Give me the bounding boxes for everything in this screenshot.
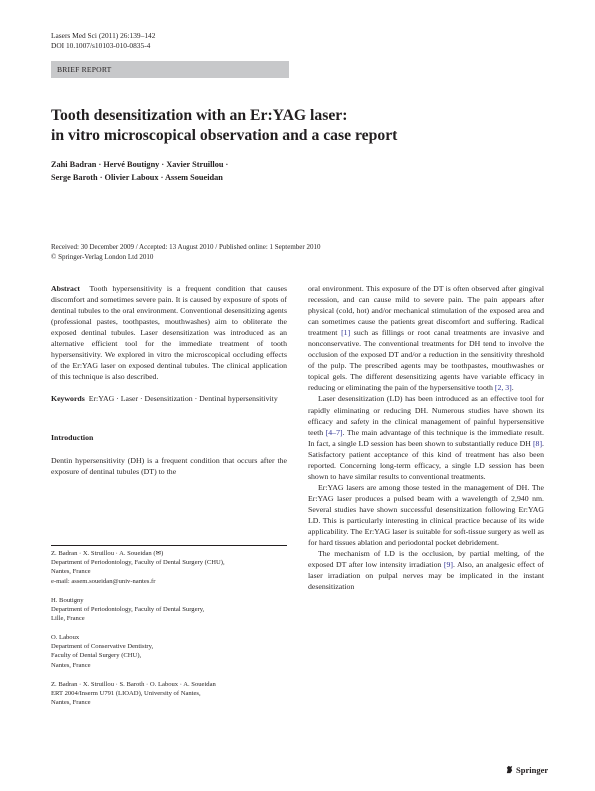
title-line-2: in vitro microscopical observation and a case report [51,127,398,144]
introduction-heading: Introduction [51,433,94,443]
keywords [51,393,287,404]
publisher-logo [505,765,548,775]
article-type-label: BRIEF REPORT [57,65,112,74]
affiliation-3 [51,633,287,670]
right-column [308,283,544,592]
citation-link[interactable]: [8] [532,438,543,448]
publication-dates [51,243,320,262]
body-text: oral environment. This exposure of the DT is often observed after gingival recession, and can cause mild to severe pain. The pain appears after physical (cold, hot) and/or mechanical stimulation of the exposed area and can sometimes cause the patients great discomfort and suffering. Radical treatment [308,284,544,338]
body-text: . [511,383,514,393]
affiliation-1 [51,549,287,586]
citation-link[interactable]: [4–7] [325,427,343,437]
affiliation-3-city: Nantes, France [51,661,91,669]
affiliation-3-dept2: Faculty of Dental Surgery (CHU), [51,652,142,660]
affiliation-4-names: Z. Badran · X. Struillou · S. Baroth · O. Laboux · A. Soueidan [51,681,216,688]
authors-line-2: Serge Baroth · Olivier Laboux · Assem Soueidan [51,173,223,182]
body-text: . Satisfactory patient acceptance of this kind of treatment has also been reported. Concerning long-term efficacy, a single LD session has been shown to have similar results to conventional treatments. [308,438,544,481]
body-paragraph-3: Er:YAG lasers are among those tested in the management of DH. The Er:YAG laser produces a pulsed beam with a wavelength of 2,940 nm. Several studies have shown successful desensitization following Er:YAG LD. This is particularly interesting in clinical practice because of its wide applicability. The Er:YAG laser is suitable for soft-tissue surgery as well as for hard tissues ablation and periodontal pocket debridement. [308,482,544,548]
abstract-label: Abstract [51,284,81,293]
introduction-text: Dentin hypersensitivity (DH) is a frequent condition that occurs after the exposure of dentinal tubules (DT) to the [51,455,287,476]
citation-link[interactable]: [9] [443,560,453,570]
body-text: Laser desensitization (LD) has been introduced as an effective tool for rapidly eliminating or reducing DH. Numerous studies have shown its efficacy and safety in the clinical management of painful hypersensitive teeth [308,394,544,437]
affiliation-1-city: Nantes, France [51,568,91,576]
affiliation-2 [51,596,287,624]
affiliation-1-dept: Department of Periodontology, Faculty of Dental Surgery (CHU), [51,559,225,567]
article-title [51,106,551,146]
authors-line-1: Zahi Badran · Hervé Boutigny · Xavier Struillou · [51,160,229,169]
affiliation-3-dept: Department of Conservative Dentistry, [51,643,154,651]
abstract [51,283,287,382]
title-line-1: Tooth desensitization with an Er:YAG laser: [51,107,348,124]
keywords-text: Er:YAG · Laser · Desensitization · Dentinal hypersensitivity [88,394,278,404]
body-text: such as fillings or root canal treatments are invasive and nonconservative. The conventional treatments for DH tend to involve the occlusion of the exposed DT and/or a reduction in the sensitivity threshold of the pulp. The prescribed agents may be toothpastes, mouthwashes or topical gels. The different desensitizing agents have variable efficacy in reducing or eliminating the pain of the hypersensitive tooth [308,328,545,393]
keywords-label: Keywords [51,394,85,404]
affiliation-4-dept: ERT 2004/Inserm U791 (LIOAD), University of Nantes, [51,690,201,698]
body-text: . The main advantage of this technique is the immediate result. In fact, a single LD session has been shown to substantially reduce DH [308,427,544,448]
left-column [51,283,287,477]
author-list [51,158,451,184]
body-paragraph-4 [308,548,544,592]
copyright-line: © Springer-Verlag London Ltd 2010 [51,252,154,261]
journal-citation [51,31,155,51]
affiliation-4 [51,680,287,708]
body-paragraph-2 [308,393,544,481]
affiliation-4-city: Nantes, France [51,699,91,707]
doi: DOI 10.1007/s10103-010-0835-4 [51,41,151,50]
body-text: . Also, an analgesic effect of laser irradiation on pulpal nerves may be implicated in the instant desensitization [308,560,544,592]
abstract-text: Tooth hypersensitivity is a frequent condition that causes discomfort and sometimes severe pain. It is caused by exposure of spots of dentinal tubules to the oral environment. Conventional desensitizing agents (professional pastes, toothpastes, mouthwashes) aim to obliterate the exposed dentinal tubules. Laser desensitization was introduced as an alternative efficient tool for the immediate treatment of tooth hypersensitivity. We explored in vitro the microscopical occluding effects of the Er:YAG laser on exposed dentinal tubules. The clinical application of this technique is also described. [51,284,287,382]
affiliation-2-city: Lille, France [51,615,85,623]
journal-volume-pages: Lasers Med Sci (2011) 26:139–142 [51,31,156,40]
affiliation-3-names: O. Laboux [51,634,80,641]
body-paragraph-1 [308,283,544,393]
citation-link[interactable]: [2, 3] [494,383,512,393]
body-text: The mechanism of LD is the occlusion, by partial melting, of the exposed DT after low intensity irradiation [308,549,544,570]
received-accepted-published: Received: 30 December 2009 / Accepted: 13 August 2010 / Published online: 1 September 2010 [51,243,321,251]
springer-horse-icon [505,765,514,774]
affiliation-1-names: Z. Badran · X. Struillou · A. Soueidan (✉) [51,550,164,557]
affiliation-2-dept: Department of Periodontology, Faculty of Dental Surgery, [51,606,205,614]
corresponding-email: e-mail: assem.soueidan@univ-nantes.fr [51,577,156,585]
footnote-rule [51,545,287,546]
publisher-name: Springer [516,765,549,775]
affiliation-2-names: H. Boutigny [51,597,84,604]
citation-link[interactable]: [1] [341,328,351,338]
article-type-banner [51,61,289,78]
